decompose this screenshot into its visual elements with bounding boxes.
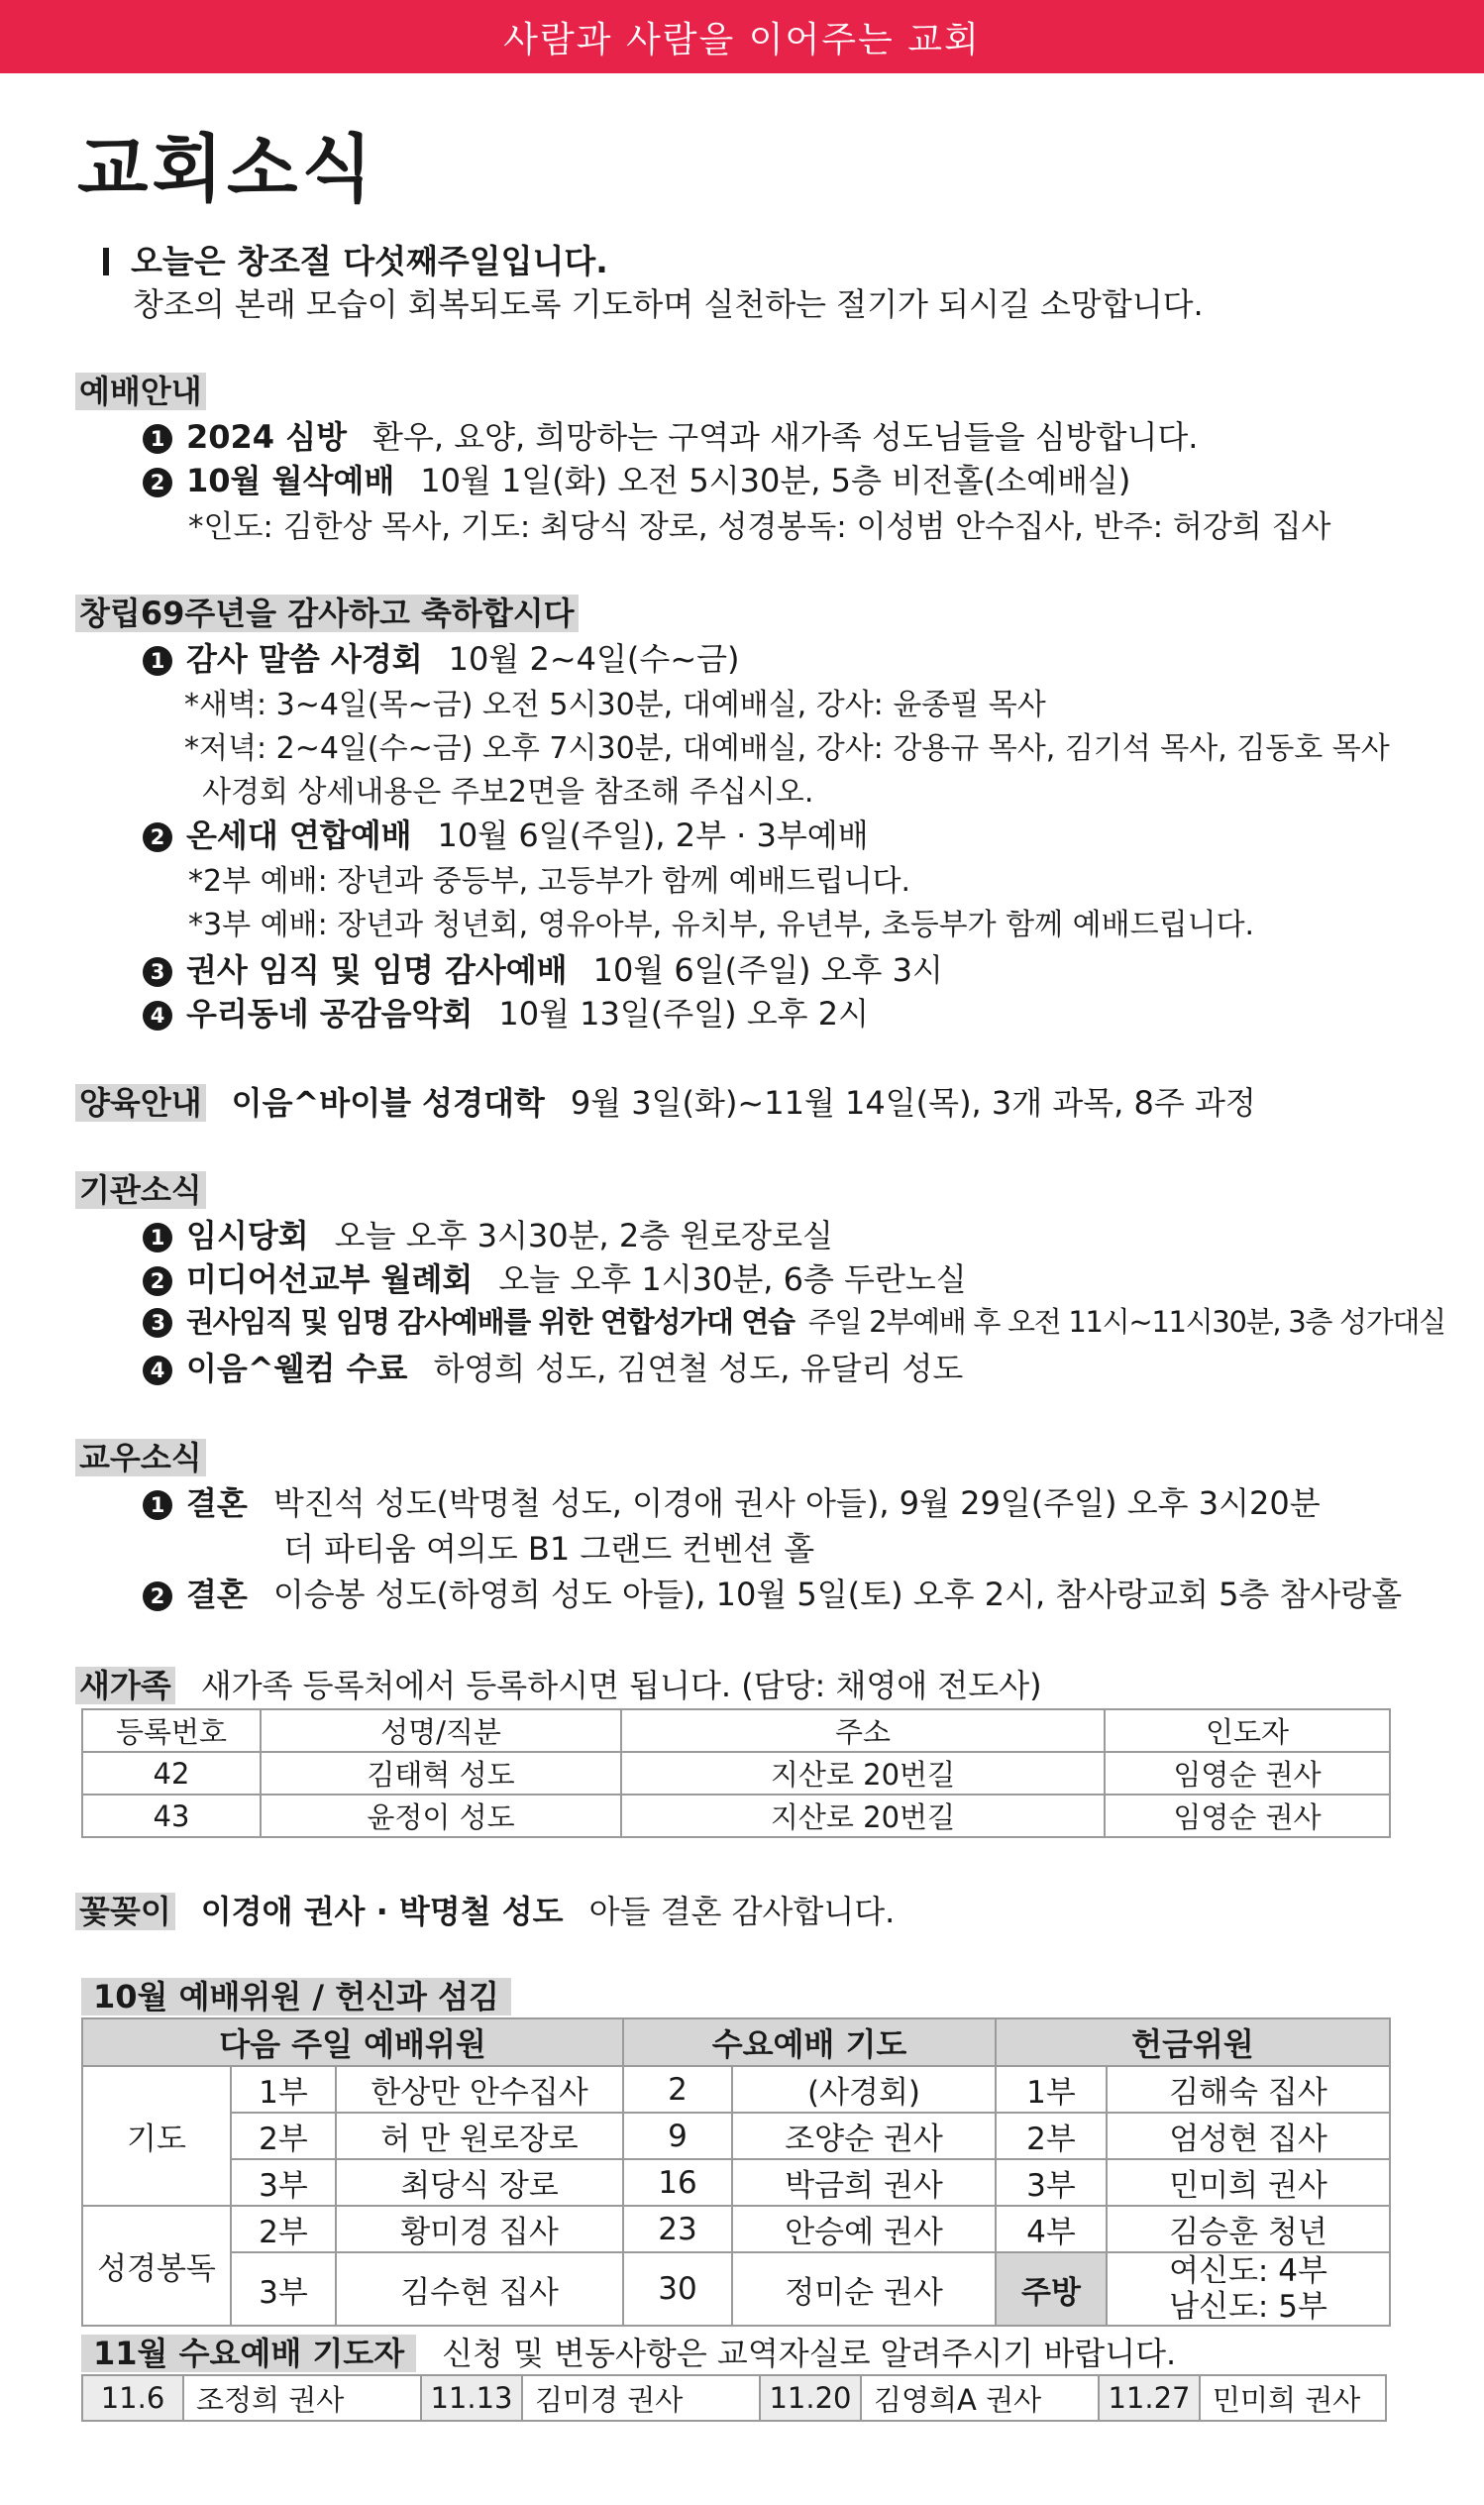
table-cell: 최당식 장로 — [336, 2159, 623, 2206]
section-heading-anniversary: 창립69주년을 감사하고 축하합시다 — [75, 595, 579, 632]
anniv-note-evening: *저녁: 2~4일(수~금) 오후 7시30분, 대예배실, 강사: 강용규 목사, 김기석 목사, 김동호 목사 — [184, 731, 1390, 766]
table-cell: 김승훈 청년 — [1107, 2206, 1390, 2252]
table-cell: (사경회) — [732, 2066, 996, 2113]
table-cell: 43 — [82, 1795, 261, 1837]
anniv-note-2bu: *2부 예배: 장년과 중등부, 고등부가 함께 예배드립니다. — [188, 864, 911, 899]
table-header-cell: 수요예배 기도 — [623, 2018, 996, 2066]
page-title: 교회소식 — [77, 127, 376, 212]
table-cell: 3부 — [231, 2159, 336, 2206]
anniv-item-1: 1 감사 말씀 사경회 10월 2~4일(수~금) — [143, 634, 740, 680]
edu-line: 양육안내 이음^바이블 성경대학 9월 3일(화)~11월 14일(목), 3개 과목, 8주 과정 — [75, 1078, 1256, 1124]
table-cell: 11.13 — [421, 2375, 522, 2421]
kitchen-label: 주방 — [996, 2252, 1107, 2326]
header-banner: 사람과 사람을 이어주는 교회 — [0, 0, 1484, 73]
section-heading-worship: 예배안내 — [75, 373, 206, 410]
worship-item-1: 1 2024 심방 환우, 요양, 희망하는 구역과 새가족 성도님들을 심방합니다. — [143, 412, 1198, 458]
november-line: 11월 수요예배 기도자 신청 및 변동사항은 교역자실로 알려주시기 바랍니다. — [81, 2329, 1176, 2374]
row-label-prayer: 기도 — [82, 2066, 231, 2206]
org-item-4: 4 이음^웰컴 수료 하영희 성도, 김연철 성도, 유달리 성도 — [143, 1344, 963, 1389]
number-1-icon: 1 — [143, 1490, 172, 1520]
number-2-icon: 2 — [143, 822, 172, 852]
table-row — [82, 2159, 1390, 2206]
table-cell: 조정희 권사 — [183, 2375, 421, 2421]
table-cell: 3부 — [996, 2159, 1107, 2206]
table-cell: 2부 — [996, 2113, 1107, 2159]
table-header-row — [82, 2018, 1390, 2066]
number-2-icon: 2 — [143, 468, 172, 497]
members-item-1-venue: 더 파티움 여의도 B1 그랜드 컨벤션 홀 — [283, 1530, 815, 1568]
table-cell: 지산로 20번길 — [621, 1752, 1105, 1795]
table-cell: 1부 — [231, 2066, 336, 2113]
number-1-icon: 1 — [143, 646, 172, 676]
table-cell: 안승예 권사 — [732, 2206, 996, 2252]
intro-line1: 오늘은 창조절 다섯째주일입니다. — [103, 236, 608, 282]
number-4-icon: 4 — [143, 1356, 172, 1385]
number-2-icon: 2 — [143, 1581, 172, 1611]
table-row — [82, 2113, 1390, 2159]
table-cell: 허 만 원로장로 — [336, 2113, 623, 2159]
section-heading-members: 교우소식 — [75, 1439, 206, 1476]
table-cell: 30 — [623, 2252, 732, 2326]
table-cell: 3부 — [231, 2252, 336, 2326]
table-row — [82, 1795, 1390, 1837]
org-item-2: 2 미디어선교부 월례회 오늘 오후 1시30분, 6층 두란노실 — [143, 1254, 967, 1300]
section-heading-education: 양육안내 — [75, 1084, 206, 1122]
bullet-bar-icon — [103, 248, 109, 275]
table-header-cell: 등록번호 — [82, 1709, 261, 1752]
table-row — [82, 2375, 1386, 2421]
table-row — [82, 2206, 1390, 2252]
table-header-cell: 인도자 — [1105, 1709, 1390, 1752]
table-cell: 2 — [623, 2066, 732, 2113]
table-cell: 김수현 집사 — [336, 2252, 623, 2326]
table-row — [82, 2066, 1390, 2113]
october-table — [81, 2017, 1391, 2327]
row-label-reading: 성경봉독 — [82, 2206, 231, 2326]
section-heading-flowers: 꽃꽂이 — [75, 1893, 175, 1930]
number-3-icon: 3 — [143, 957, 172, 987]
anniv-note-dawn: *새벽: 3~4일(목~금) 오전 5시30분, 대예배실, 강사: 윤종필 목사 — [184, 688, 1046, 722]
table-cell: 2부 — [231, 2206, 336, 2252]
members-item-1: 1 결혼 박진석 성도(박명철 성도, 이경애 권사 아들), 9월 29일(주일) 오후 3시20분 — [143, 1478, 1321, 1524]
table-cell: 김해숙 집사 — [1107, 2066, 1390, 2113]
anniv-note-3bu: *3부 예배: 장년과 청년회, 영유아부, 유치부, 유년부, 초등부가 함께 예배드립니다. — [188, 908, 1255, 942]
section-heading-october: 10월 예배위원 / 헌신과 섬김 — [81, 1978, 511, 2015]
table-cell: 정미순 권사 — [732, 2252, 996, 2326]
table-cell: 민미희 권사 — [1107, 2159, 1390, 2206]
number-1-icon: 1 — [143, 1223, 172, 1252]
anniv-item-3: 3 권사 임직 및 임명 감사예배 10월 6일(주일) 오후 3시 — [143, 945, 943, 991]
table-header-cell: 다음 주일 예배위원 — [82, 2018, 623, 2066]
november-table — [81, 2374, 1387, 2422]
flowers-line: 꽃꽂이 이경애 권사 · 박명철 성도 아들 결혼 감사합니다. — [75, 1887, 895, 1932]
section-heading-november: 11월 수요예배 기도자 — [81, 2335, 416, 2372]
table-cell: 김미경 권사 — [522, 2375, 760, 2421]
number-4-icon: 4 — [143, 1001, 172, 1031]
table-cell: 4부 — [996, 2206, 1107, 2252]
table-cell: 박금희 권사 — [732, 2159, 996, 2206]
section-heading-newfamily: 새가족 — [75, 1667, 175, 1704]
worship-item-2: 2 10월 월삭예배 10월 1일(화) 오전 5시30분, 5층 비전홀(소예배실) — [143, 456, 1130, 501]
newfamily-table — [81, 1708, 1391, 1838]
anniv-item-4: 4 우리동네 공감음악회 10월 13일(주일) 오후 2시 — [143, 989, 869, 1035]
table-row — [82, 2252, 1390, 2326]
section-heading-organizations: 기관소식 — [75, 1171, 206, 1209]
table-cell: 지산로 20번길 — [621, 1795, 1105, 1837]
number-3-icon: 3 — [143, 1308, 172, 1338]
kitchen-women: 여신도: 4부 — [1169, 2253, 1327, 2289]
newfamily-line: 새가족 새가족 등록처에서 등록하시면 됩니다. (담당: 채영애 전도사) — [75, 1661, 1042, 1706]
intro-line2: 창조의 본래 모습이 회복되도록 기도하며 실천하는 절기가 되시길 소망합니다. — [133, 285, 1204, 323]
table-cell: 임영순 권사 — [1105, 1795, 1390, 1837]
table-cell: 김영희A 권사 — [861, 2375, 1099, 2421]
table-cell: 임영순 권사 — [1105, 1752, 1390, 1795]
org-item-1: 1 임시당회 오늘 오후 3시30분, 2층 원로장로실 — [143, 1211, 833, 1256]
kitchen-men: 남신도: 5부 — [1169, 2289, 1327, 2325]
anniv-item-2: 2 온세대 연합예배 10월 6일(주일), 2부 · 3부예배 — [143, 811, 869, 856]
table-cell: 민미희 권사 — [1200, 2375, 1386, 2421]
table-cell: 1부 — [996, 2066, 1107, 2113]
table-cell: 윤정이 성도 — [261, 1795, 621, 1837]
worship-note: *인도: 김한상 목사, 기도: 최당식 장로, 성경봉독: 이성범 안수집사, 반주: 허강희 집사 — [188, 509, 1331, 545]
members-item-2: 2 결혼 이승봉 성도(하영희 성도 아들), 10월 5일(토) 오후 2시, 참사랑교회 5층 참사랑홀 — [143, 1570, 1402, 1615]
table-header-cell: 성명/직분 — [261, 1709, 621, 1752]
number-2-icon: 2 — [143, 1266, 172, 1296]
kitchen-cell — [1107, 2252, 1390, 2326]
table-cell: 11.20 — [760, 2375, 861, 2421]
table-cell: 23 — [623, 2206, 732, 2252]
table-cell: 황미경 집사 — [336, 2206, 623, 2252]
table-cell: 김태혁 성도 — [261, 1752, 621, 1795]
table-cell: 조양순 권사 — [732, 2113, 996, 2159]
table-cell: 2부 — [231, 2113, 336, 2159]
table-cell: 16 — [623, 2159, 732, 2206]
table-cell: 엄성현 집사 — [1107, 2113, 1390, 2159]
table-header-row — [82, 1709, 1390, 1752]
table-cell: 한상만 안수집사 — [336, 2066, 623, 2113]
table-row — [82, 1752, 1390, 1795]
table-cell: 11.6 — [82, 2375, 183, 2421]
org-item-3: 3 권사임직 및 임명 감사예배를 위한 연합성가대 연습 주일 2부예배 후 오전 11시~11시30분, 3층 성가대실 — [143, 1300, 1445, 1341]
table-cell: 42 — [82, 1752, 261, 1795]
table-cell: 9 — [623, 2113, 732, 2159]
table-header-cell: 헌금위원 — [996, 2018, 1390, 2066]
number-1-icon: 1 — [143, 424, 172, 454]
anniv-note-detail: 사경회 상세내용은 주보2면을 참조해 주십시오. — [202, 775, 814, 810]
table-header-cell: 주소 — [621, 1709, 1105, 1752]
table-cell: 11.27 — [1099, 2375, 1200, 2421]
